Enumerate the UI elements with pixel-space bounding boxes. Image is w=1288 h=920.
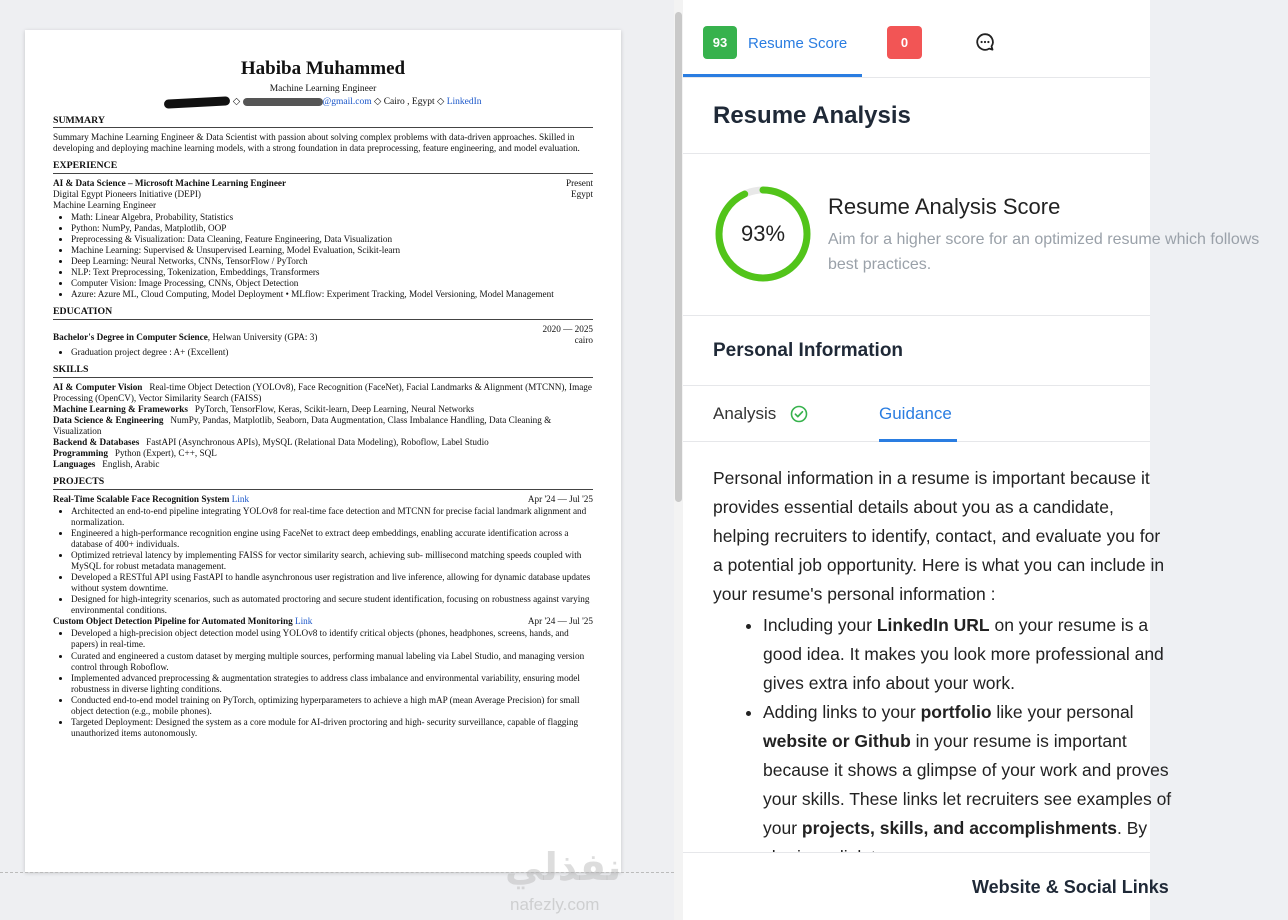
score-percent: 93%	[740, 221, 786, 246]
bold-text: website or Github	[763, 731, 911, 751]
subtabs	[683, 386, 1150, 442]
tab-analysis[interactable]: Analysis	[713, 404, 777, 423]
projects-heading: PROJECTS	[53, 476, 593, 490]
list-item: • Developed a RESTful API using FastAPI to handle asynchronous user registration and live inference, allowing for dynamic database updates without system downtime.	[71, 572, 593, 594]
project-link[interactable]: Link	[231, 494, 250, 505]
skill-label: Machine Learning & Frameworks	[53, 404, 188, 415]
exp-bullets	[53, 212, 593, 300]
exp-org: Digital Egypt Pioneers Initiative (DEPI)	[53, 189, 201, 200]
skill-row	[53, 415, 593, 437]
scrollbar[interactable]	[674, 0, 683, 920]
edu-degree: Bachelor's Degree in Computer Science	[53, 332, 208, 343]
list-item: • Math: Linear Algebra, Probability, Statistics	[71, 212, 593, 223]
skill-row	[53, 448, 593, 459]
skills-heading: SKILLS	[53, 364, 593, 378]
skill-text: NumPy, Pandas, Matplotlib, Seaborn, Data Augmentation, Class Imbalance Handling, Data Cleaning & Visualization	[53, 415, 552, 437]
scrollbar-thumb[interactable]	[675, 12, 682, 502]
skill-label: AI & Computer Vision	[53, 382, 143, 393]
active-tab-indicator	[683, 74, 862, 77]
resume-page	[25, 30, 621, 872]
redacted-phone	[164, 96, 230, 108]
project-link[interactable]: Link	[295, 616, 313, 627]
exp-date: Present	[565, 178, 593, 189]
experience-heading: EXPERIENCE	[53, 160, 593, 174]
bold-text: portfolio	[920, 702, 992, 722]
list-item: • Implemented advanced preprocessing & augmentation strategies to address class imbalance and environmental variability, ensuring model robustness in diverse lighting conditions.	[71, 673, 593, 695]
exp-title: AI & Data Science – Microsoft Machine Learning Engineer	[53, 178, 287, 189]
list-item: • Preprocessing & Visualization: Data Cleaning, Feature Engineering, Data Visualization	[71, 234, 593, 245]
skill-row	[53, 459, 593, 470]
text-span: Adding links to your	[763, 702, 921, 722]
guidance-content	[683, 442, 1172, 852]
skill-row	[53, 404, 593, 415]
list-item: • Optimized retrieval latency by implementing FAISS for vector similarity search, achieving sub- millisecond matching speeds coupled with MySQL for robust metadata management.	[71, 550, 593, 572]
edu-date: 2020 — 2025	[542, 324, 593, 335]
redacted-email	[243, 98, 323, 106]
text-span: . By	[1117, 818, 1148, 838]
score-description: Aim for a higher score for an optimized resume which follows best practices.	[828, 231, 1260, 273]
list-item: • Computer Vision: Image Processing, CNNs, Object Detection	[71, 278, 593, 289]
skill-text: English, Arabic	[102, 459, 160, 470]
exp-location: Egypt	[571, 189, 593, 200]
bold-text: LinkedIn URL	[876, 615, 990, 635]
guidance-intro: Personal information in a resume is important because it provides essential details about you as a candidate, helping recruiters to identify, contact, and evaluate you for a potential job opportunity. Here is what you can include in your resume's personal information :	[713, 468, 1165, 604]
resume-location: Cairo , Egypt	[383, 97, 435, 108]
skill-text: PyTorch, TensorFlow, Keras, Scikit-learn, Deep Learning, Neural Networks	[194, 404, 474, 415]
score-title: Resume Analysis Score	[828, 194, 1061, 219]
tab-resume-score[interactable]: Resume Score	[748, 35, 848, 52]
list-item: • Engineered a high-performance recognition engine using FaceNet to extract deep embeddings, enabling accurate identification across a database of 400+ individuals.	[71, 528, 593, 550]
skill-text: Real-time Object Detection (YOLOv8), Face Recognition (FaceNet), Facial Landmarks & Alignment (MTCNN), Image Processing (OpenCV), Vector Similarity Search (FAISS)	[53, 382, 592, 404]
project-date: Apr '24 — Jul '25	[527, 494, 593, 505]
footer-website-social-links[interactable]: Website & Social Links	[972, 877, 1169, 897]
list-item	[763, 611, 1173, 698]
skill-text: FastAPI (Asynchronous APIs), MySQL (Relational Data Modeling), Roboflow, Label Studio	[146, 437, 489, 448]
edu-location: cairo	[574, 335, 593, 346]
project-title: Custom Object Detection Pipeline for Automated Monitoring	[53, 616, 293, 627]
resume-role: Machine Learning Engineer	[269, 83, 377, 94]
skill-row	[53, 382, 593, 404]
analysis-panel	[683, 0, 1260, 920]
panel-tabbar	[683, 0, 1150, 78]
list-item: • Developed a high-precision object detection model using YOLOv8 to identify critical objects (phones, headphones, screens, hands, and papers) in real-time.	[71, 628, 593, 650]
edu-bullets	[53, 347, 593, 358]
list-item: • Python: NumPy, Pandas, Matplotlib, OOP	[71, 223, 593, 234]
score-card	[683, 154, 1260, 316]
list-item	[763, 698, 1173, 872]
list-item: • Curated and engineered a custom dataset by merging multiple sources, performing manual labeling via Label Studio, and managing version control through Roboflow.	[71, 651, 593, 673]
resume-contact: ◇ @gmail.com ◇ Cairo , Egypt ◇ LinkedIn	[53, 97, 593, 108]
issues-badge[interactable]: 0	[887, 26, 922, 59]
text-span: on your resume is a good idea. It makes you look more professional and gives extra info about your work.	[763, 615, 1164, 693]
exp-role: Machine Learning Engineer	[53, 200, 157, 211]
active-subtab-indicator	[879, 439, 957, 442]
list-item: • Designed for high-integrity scenarios, such as automated proctoring and secure student identification, focusing on robustness against varying environmental conditions.	[71, 594, 593, 616]
skill-label: Languages	[53, 459, 96, 470]
list-item: • Targeted Deployment: Designed the system as a core module for AI-driven proctoring and high- security surveillance, capable of flagging unauthorized items autonomously.	[71, 717, 593, 739]
list-item: • NLP: Text Preprocessing, Tokenization, Embeddings, Transformers	[71, 267, 593, 278]
project-bullets	[53, 628, 593, 738]
skill-label: Data Science & Engineering	[53, 415, 164, 426]
education-heading: EDUCATION	[53, 306, 593, 320]
footer-bar	[683, 852, 1169, 920]
text-span: like your personal	[991, 702, 1134, 722]
list-item: • Azure: Azure ML, Cloud Computing, Model Deployment • MLflow: Experiment Tracking, Model Versioning, Model Management	[71, 289, 593, 300]
list-item: • Deep Learning: Neural Networks, CNNs, TensorFlow / PyTorch	[71, 256, 593, 267]
text-span: in your resume is important because it shows a glimpse of your work and proves your skills. These links let recruiters see examples of your	[763, 731, 1172, 838]
section-title: Personal Information	[683, 316, 1150, 386]
project-bullets	[53, 506, 593, 616]
watermark-text: nafezly.com	[510, 895, 600, 914]
summary-heading: SUMMARY	[53, 115, 593, 129]
project-title: Real-Time Scalable Face Recognition System	[53, 494, 230, 505]
text-span: Including your	[763, 615, 877, 635]
score-badge[interactable]: 93	[703, 26, 737, 59]
resume-email-link[interactable]: @gmail.com	[322, 97, 372, 108]
guidance-list	[713, 611, 1172, 872]
tab-guidance[interactable]: Guidance	[879, 404, 952, 423]
list-item: • Machine Learning: Supervised & Unsupervised Learning, Model Evaluation, Scikit-learn	[71, 245, 593, 256]
skill-label: Programming	[53, 448, 108, 459]
list-item: • Graduation project degree : A+ (Excellent)	[71, 347, 593, 358]
watermark-logo: نفذلي	[505, 847, 622, 889]
resume-name: Habiba Muhammed	[240, 58, 406, 79]
check-circle-icon	[790, 405, 808, 423]
chat-bubble-icon[interactable]	[975, 32, 995, 52]
edu-school: , Helwan University (GPA: 3)	[207, 332, 318, 343]
skill-text: Python (Expert), C++, SQL	[114, 448, 217, 459]
project-date: Apr '24 — Jul '25	[527, 616, 593, 627]
list-item: • Conducted end-to-end model training on PyTorch, optimizing hyperparameters to achieve a high mAP (mean Average Precision) for small object detection (e.g., mobile phones).	[71, 695, 593, 717]
skill-row	[53, 437, 593, 448]
summary-text: Summary Machine Learning Engineer & Data Scientist with passion about solving complex problems with data-driven approaches. Skilled in developing and deploying machine learning models, with a strong foundation in data preprocessing, feature engineering, and model evaluation.	[53, 132, 580, 154]
resume-linkedin-link[interactable]: LinkedIn	[446, 97, 482, 108]
page-title: Resume Analysis	[683, 78, 1150, 154]
skill-label: Backend & Databases	[53, 437, 140, 448]
bold-text: projects, skills, and accomplishments	[801, 818, 1118, 838]
list-item: • Architected an end-to-end pipeline integrating YOLOv8 for real-time face detection and MTCNN for precise facial landmark alignment and normalization.	[71, 506, 593, 528]
